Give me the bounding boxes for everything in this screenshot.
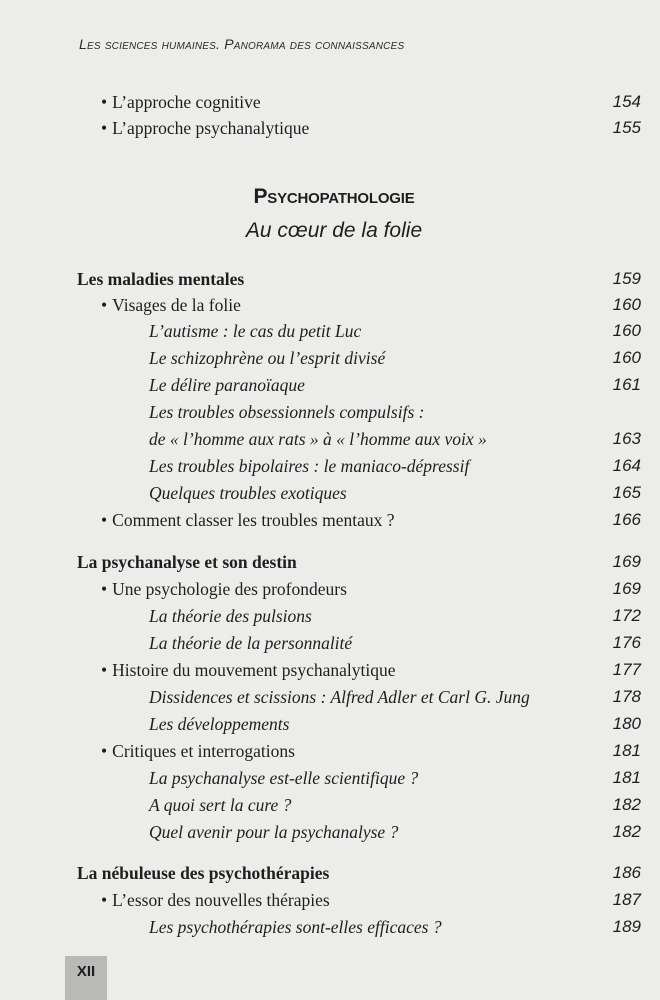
bullet-marker: • (101, 510, 108, 530)
entry-text: La théorie de la personnalité (149, 633, 353, 653)
toc-page-number: 172 (612, 606, 641, 625)
toc-page-number: 187 (612, 890, 641, 909)
toc-line (0, 292, 660, 318)
toc-page-number: 165 (612, 483, 641, 502)
page-folio: XII (65, 956, 107, 1000)
chapter-title: Psychopathologie (253, 185, 415, 208)
entry-text: Une psychologie des profondeurs (112, 579, 347, 599)
entry-text: La théorie des pulsions (149, 606, 312, 626)
entry-text: Les troubles obsessionnels compulsifs : (149, 402, 425, 422)
toc-section-heading (0, 549, 660, 575)
toc-subline (0, 630, 660, 656)
entry-text: L’essor des nouvelles thérapies (112, 890, 330, 910)
entry-text: Les développements (149, 714, 290, 734)
toc-page-number: 181 (612, 768, 641, 787)
toc-page-number: 163 (612, 429, 641, 448)
entry-text: Visages de la folie (112, 295, 241, 315)
toc-line (0, 738, 660, 764)
toc-page-number: 176 (612, 633, 641, 652)
toc-page-number: 182 (612, 795, 641, 814)
toc-page-number: 169 (612, 579, 641, 598)
toc-subline (0, 914, 660, 940)
entry-text: La nébuleuse des psychothérapies (77, 863, 330, 883)
toc-page-number: 186 (612, 863, 641, 882)
toc-page-number: 159 (612, 269, 641, 288)
toc-subline (0, 765, 660, 791)
toc-subline (0, 603, 660, 629)
toc-page-number: 180 (612, 714, 641, 733)
entry-text: Quelques troubles exotiques (149, 483, 347, 503)
entry-text: Histoire du mouvement psychanalytique (112, 660, 396, 680)
toc-line (0, 887, 660, 913)
toc-page-number: 164 (612, 456, 641, 475)
toc-page-number: 160 (612, 295, 641, 314)
entry-text: de « l’homme aux rats » à « l’homme aux voix » (149, 429, 487, 449)
bullet-marker: • (101, 890, 108, 910)
toc-subline (0, 684, 660, 710)
toc-entry-label (101, 576, 347, 602)
running-head: Les sciences humaines. Panorama des connaissances (79, 36, 405, 52)
entry-text: La psychanalyse est-elle scientifique ? (149, 768, 419, 788)
bullet-marker: • (101, 92, 108, 112)
toc-line (0, 507, 660, 533)
toc-subline (0, 372, 660, 398)
toc-page-number: 189 (612, 917, 641, 936)
toc-entry-label (101, 89, 261, 115)
toc-line (0, 89, 660, 115)
toc-entry-label (101, 887, 330, 913)
toc-entry-label (101, 115, 309, 141)
entry-text: La psychanalyse et son destin (77, 552, 297, 572)
toc-subline (0, 426, 660, 452)
toc-line (0, 657, 660, 683)
toc-section-heading (0, 860, 660, 886)
entry-text: L’approche cognitive (112, 92, 261, 112)
toc-page-number: 166 (612, 510, 641, 529)
entry-text: Le délire paranoïaque (149, 375, 305, 395)
entry-text: Dissidences et scissions : Alfred Adler et Carl G. Jung (149, 687, 530, 707)
toc-subline (0, 453, 660, 479)
toc-entry-label (101, 738, 295, 764)
entry-text: Comment classer les troubles mentaux ? (112, 510, 395, 530)
entry-text: Les troubles bipolaires : le maniaco-dépressif (149, 456, 470, 476)
toc-subline (0, 345, 660, 371)
toc-subline (0, 792, 660, 818)
toc-page-number: 182 (612, 822, 641, 841)
bullet-marker: • (101, 579, 108, 599)
toc-page-number: 178 (612, 687, 641, 706)
toc-page-number: 154 (612, 92, 641, 111)
toc-page-number: 160 (612, 321, 641, 340)
entry-text: Critiques et interrogations (112, 741, 295, 761)
toc-page-number: 160 (612, 348, 641, 367)
toc-line (0, 576, 660, 602)
toc-subline (0, 480, 660, 506)
toc-subline (0, 819, 660, 845)
bullet-marker: • (101, 660, 108, 680)
entry-text: A quoi sert la cure ? (149, 795, 292, 815)
toc-entry-label (101, 657, 395, 683)
entry-text: Les psychothérapies sont-elles efficaces ? (149, 917, 442, 937)
entry-text: Quel avenir pour la psychanalyse ? (149, 822, 399, 842)
bullet-marker: • (101, 741, 108, 761)
toc-page-number: 161 (612, 375, 641, 394)
toc-entry-label (101, 292, 241, 318)
entry-text: L’autisme : le cas du petit Luc (149, 321, 362, 341)
chapter-subtitle: Au cœur de la folie (245, 219, 423, 242)
toc-page-number: 181 (612, 741, 641, 760)
toc-line (0, 115, 660, 141)
bullet-marker: • (101, 118, 108, 138)
toc-subline (0, 399, 660, 425)
toc-subline (0, 711, 660, 737)
toc-page-number: 155 (612, 118, 641, 137)
toc-section-heading (0, 266, 660, 292)
bullet-marker: • (101, 295, 108, 315)
toc-entry-label (101, 507, 395, 533)
entry-text: Les maladies mentales (77, 269, 245, 289)
toc-subline (0, 318, 660, 344)
toc-page-number: 169 (612, 552, 641, 571)
toc-page-number: 177 (612, 660, 641, 679)
entry-text: L’approche psychanalytique (112, 118, 310, 138)
entry-text: Le schizophrène ou l’esprit divisé (149, 348, 386, 368)
